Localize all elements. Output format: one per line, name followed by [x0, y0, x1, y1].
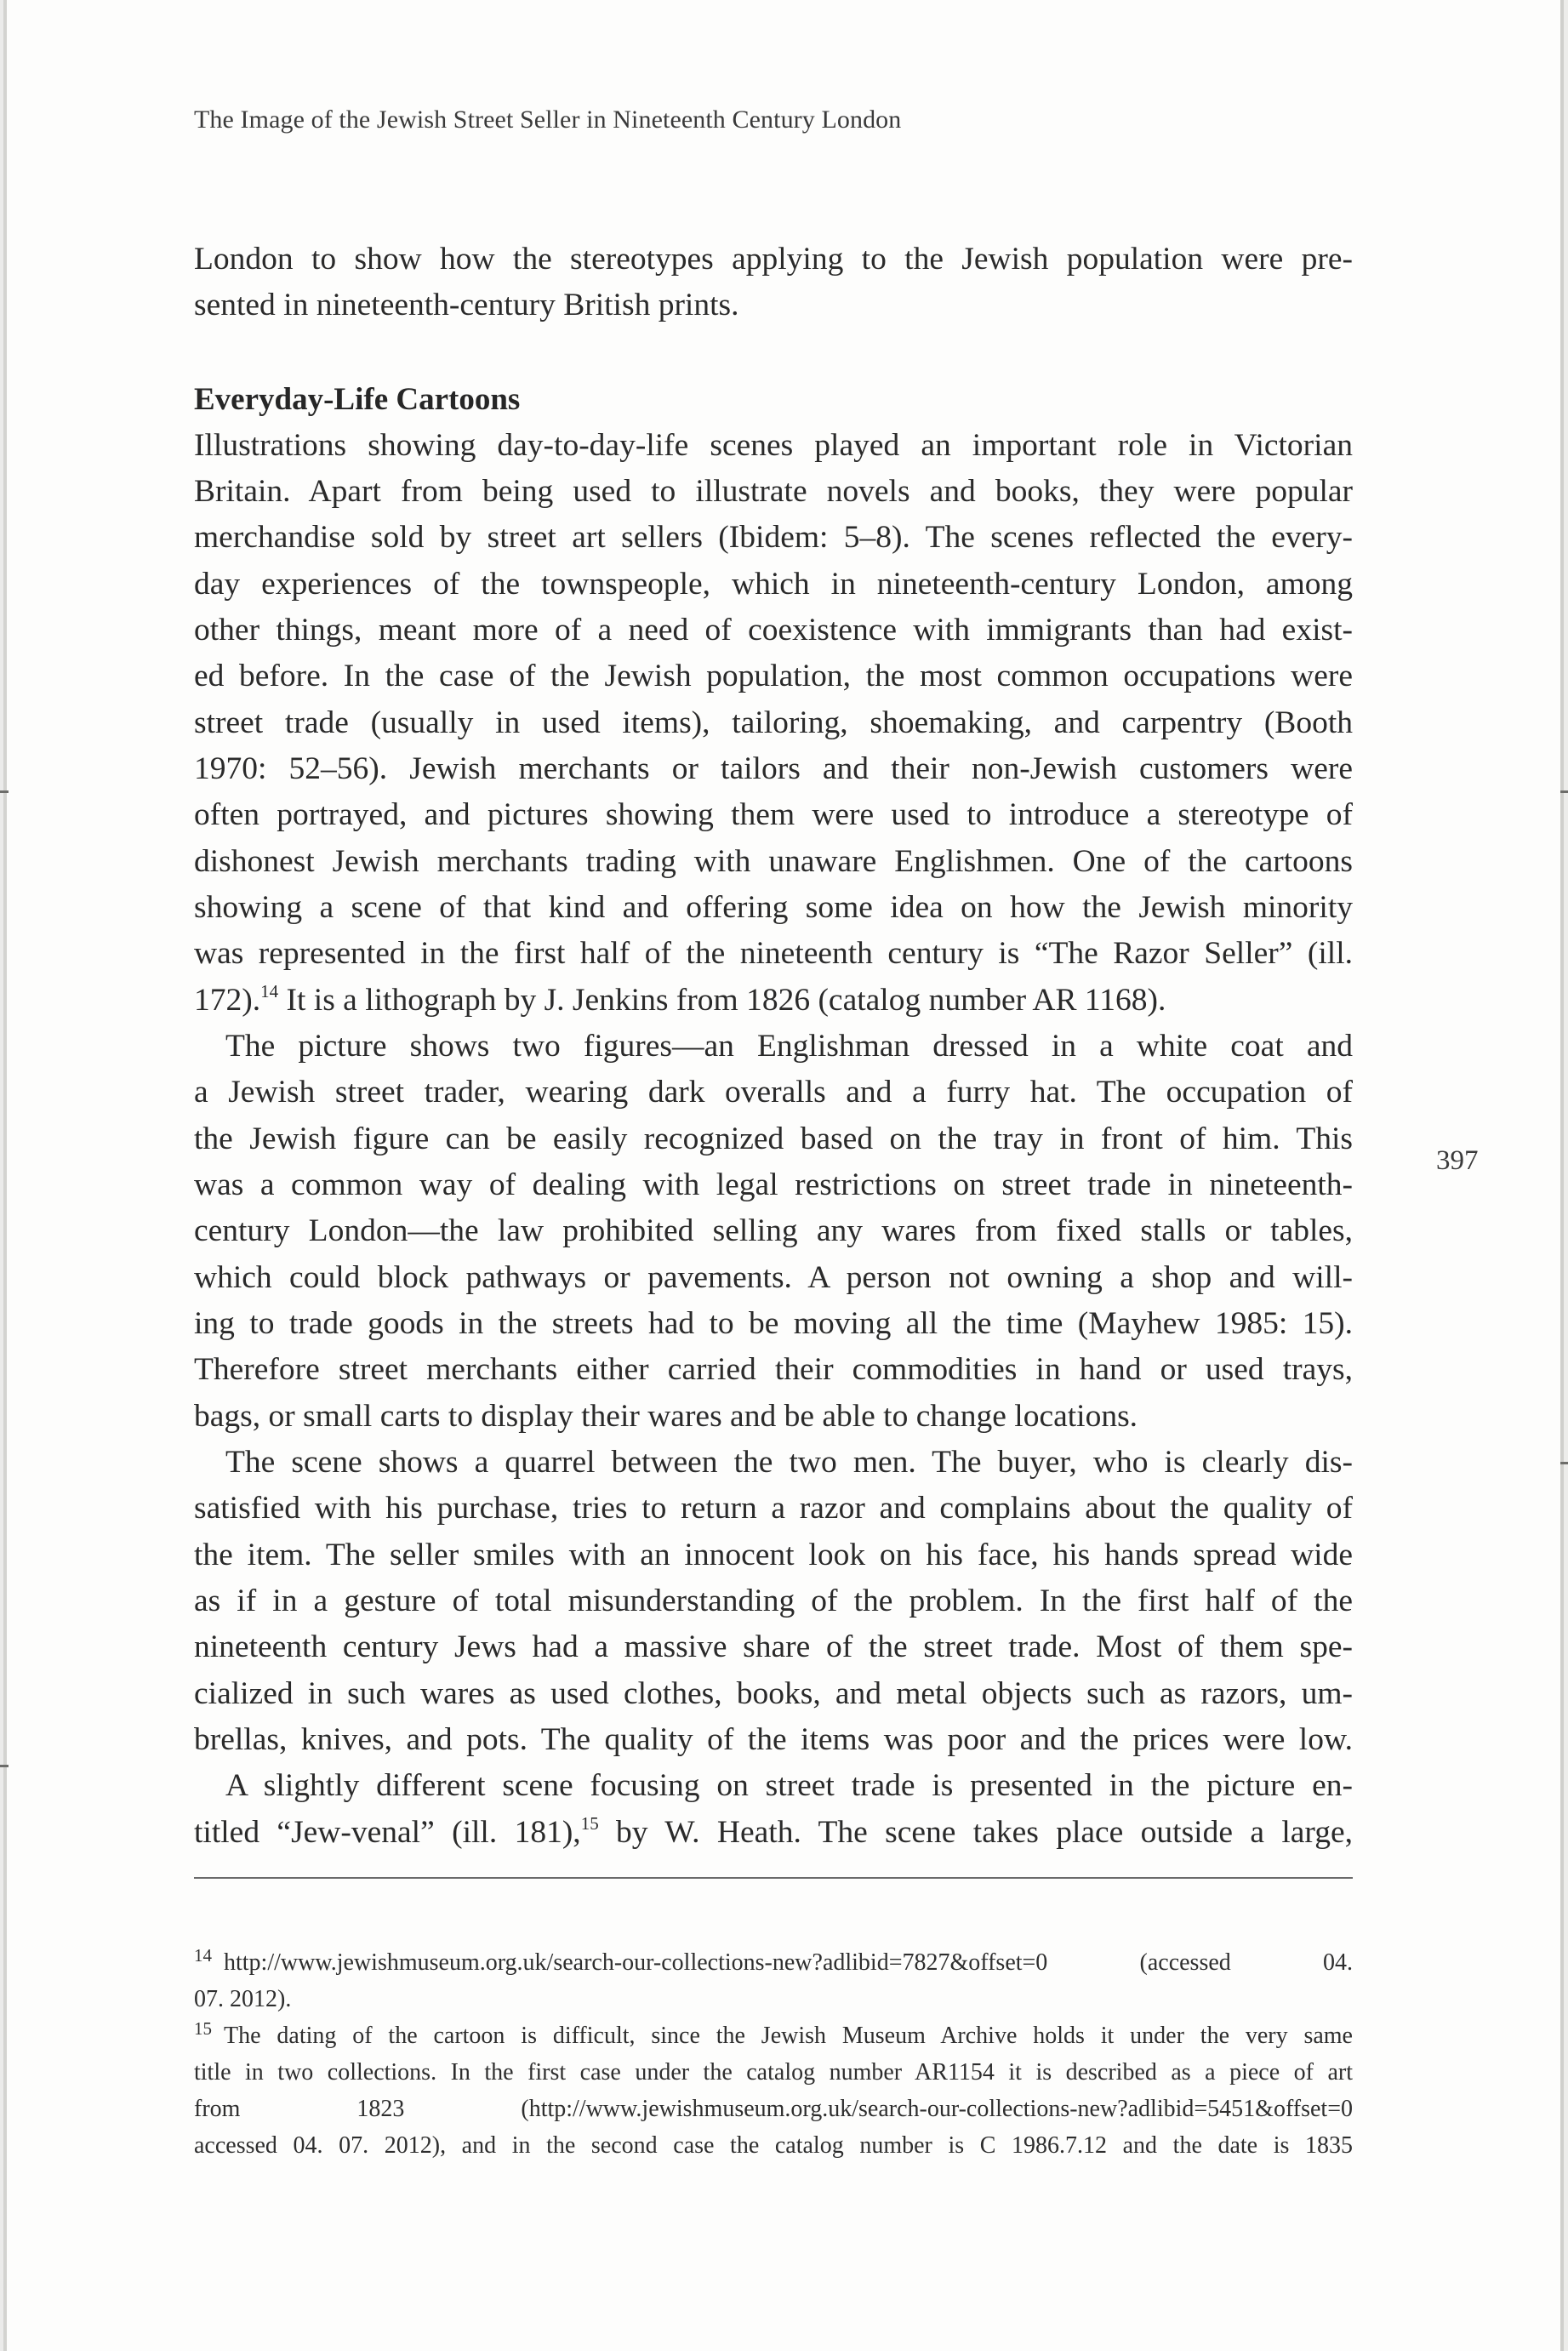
text-line: sented in nineteenth-century British prints.: [194, 288, 739, 322]
text-line: the item. The seller smiles with an innocent look on his face, his hands spread wide: [194, 1538, 1353, 1572]
footnote-line: [194, 2018, 1353, 2051]
text-line: often portrayed, and pictures showing them were used to introduce a stereotype of: [194, 797, 1353, 832]
text-line: cialized in such wares as used clothes, books, and metal objects such as razors, um-: [194, 1676, 1353, 1711]
text-line: brellas, knives, and pots. The quality of the items was poor and the prices were low.: [194, 1722, 1353, 1757]
footnote-ref-14[interactable]: 14: [260, 981, 279, 1001]
text-span: 172).: [194, 983, 261, 1018]
page-edge-right-shade: [1564, 0, 1568, 2351]
footnote-number: 15: [194, 2018, 212, 2039]
page-edge-left: [3, 0, 7, 2351]
text-line: The picture shows two figures—an Englishman dressed in a white coat and: [225, 1029, 1353, 1064]
section-heading: Everyday-Life Cartoons: [194, 382, 521, 417]
crop-mark: [1560, 1462, 1568, 1464]
text-line: merchandise sold by street art sellers (Ibidem: 5–8). The scenes reflected the every-: [194, 520, 1353, 555]
text-line: [194, 1813, 1353, 1850]
crop-mark: [0, 1765, 9, 1767]
text-line: Therefore street merchants either carried their commodities in hand or used trays,: [194, 1352, 1353, 1387]
text-line: was represented in the first half of the nineteenth century is “The Razor Seller” (ill.: [194, 936, 1353, 971]
footnote-line: from 1823 (http://www.jewishmuseum.org.uk/search-our-collections-new?adlibid=5451&offset=0: [194, 2096, 1353, 2122]
text-line: was a common way of dealing with legal restrictions on street trade in nineteenth-: [194, 1167, 1353, 1202]
footnote-line: 07. 2012).: [194, 1986, 292, 2012]
text-line: ing to trade goods in the streets had to be moving all the time (Mayhew 1985: 15).: [194, 1306, 1353, 1341]
footnote-line: accessed 04. 07. 2012), and in the second case the catalog number is C 1986.7.12 and the date is 1835: [194, 2132, 1353, 2159]
text-line: the Jewish figure can be easily recognized based on the tray in front of him. This: [194, 1121, 1353, 1156]
footnote-ref-15[interactable]: 15: [580, 1813, 599, 1834]
text-line: ed before. In the case of the Jewish population, the most common occupations were: [194, 659, 1353, 693]
footnote-divider: [194, 1877, 1353, 1879]
text-line: century London—the law prohibited selling any wares from fixed stalls or tables,: [194, 1213, 1353, 1248]
text-line: other things, meant more of a need of coexistence with immigrants than had exist-: [194, 613, 1353, 648]
footnote-text: The dating of the cartoon is difficult, since the Jewish Museum Archive holds it under the very same: [224, 2023, 1353, 2049]
text-line: day experiences of the townspeople, which in nineteenth-century London, among: [194, 567, 1353, 602]
footnote-number: 14: [194, 1945, 212, 1966]
text-line: street trade (usually in used items), tailoring, shoemaking, and carpentry (Booth: [194, 705, 1353, 740]
text-line: Illustrations showing day-to-day-life scenes played an important role in Victorian: [194, 428, 1353, 463]
running-head: The Image of the Jewish Street Seller in Nineteenth Century London: [194, 106, 902, 134]
text-line: as if in a gesture of total misunderstanding of the problem. In the first half of the: [194, 1584, 1353, 1618]
text-line: Britain. Apart from being used to illustrate novels and books, they were popular: [194, 474, 1353, 509]
page-number: 397: [1436, 1145, 1479, 1176]
crop-mark: [1560, 790, 1568, 793]
text-line: 1970: 52–56). Jewish merchants or tailors and their non-Jewish customers were: [194, 751, 1353, 786]
text-line: bags, or small carts to display their wares and be able to change locations.: [194, 1399, 1138, 1434]
text-span: titled “Jew-venal” (ill. 181),: [194, 1815, 581, 1850]
text-line: which could block pathways or pavements. A person not owning a shop and will-: [194, 1260, 1353, 1295]
text-line: showing a scene of that kind and offering some idea on how the Jewish minority: [194, 890, 1353, 925]
text-line: A slightly different scene focusing on street trade is presented in the picture en-: [225, 1768, 1353, 1803]
text-line: satisfied with his purchase, tries to return a razor and complains about the quality of: [194, 1491, 1353, 1526]
footnote-line: [194, 1945, 1353, 1977]
footnote-link[interactable]: http://www.jewishmuseum.org.uk/search-our-collections-new?adlibid=7827&offset=0 (accessed 04.: [224, 1949, 1353, 1976]
crop-mark: [0, 790, 9, 793]
text-line: nineteenth century Jews had a massive share of the street trade. Most of them spe-: [194, 1629, 1353, 1664]
text-line: London to show how the stereotypes applying to the Jewish population were pre-: [194, 242, 1353, 277]
text-span: It is a lithograph by J. Jenkins from 1826 (catalog number AR 1168).: [278, 983, 1166, 1018]
text-line: [194, 981, 1353, 1018]
text-line: dishonest Jewish merchants trading with unaware Englishmen. One of the cartoons: [194, 844, 1353, 879]
footnote-line: title in two collections. In the first case under the catalog number AR1154 it is described as a piece of art: [194, 2059, 1353, 2086]
text-line: a Jewish street trader, wearing dark overalls and a furry hat. The occupation of: [194, 1075, 1353, 1110]
text-line: The scene shows a quarrel between the two men. The buyer, who is clearly dis-: [225, 1445, 1353, 1480]
text-span: by W. Heath. The scene takes place outside a large,: [598, 1815, 1353, 1850]
